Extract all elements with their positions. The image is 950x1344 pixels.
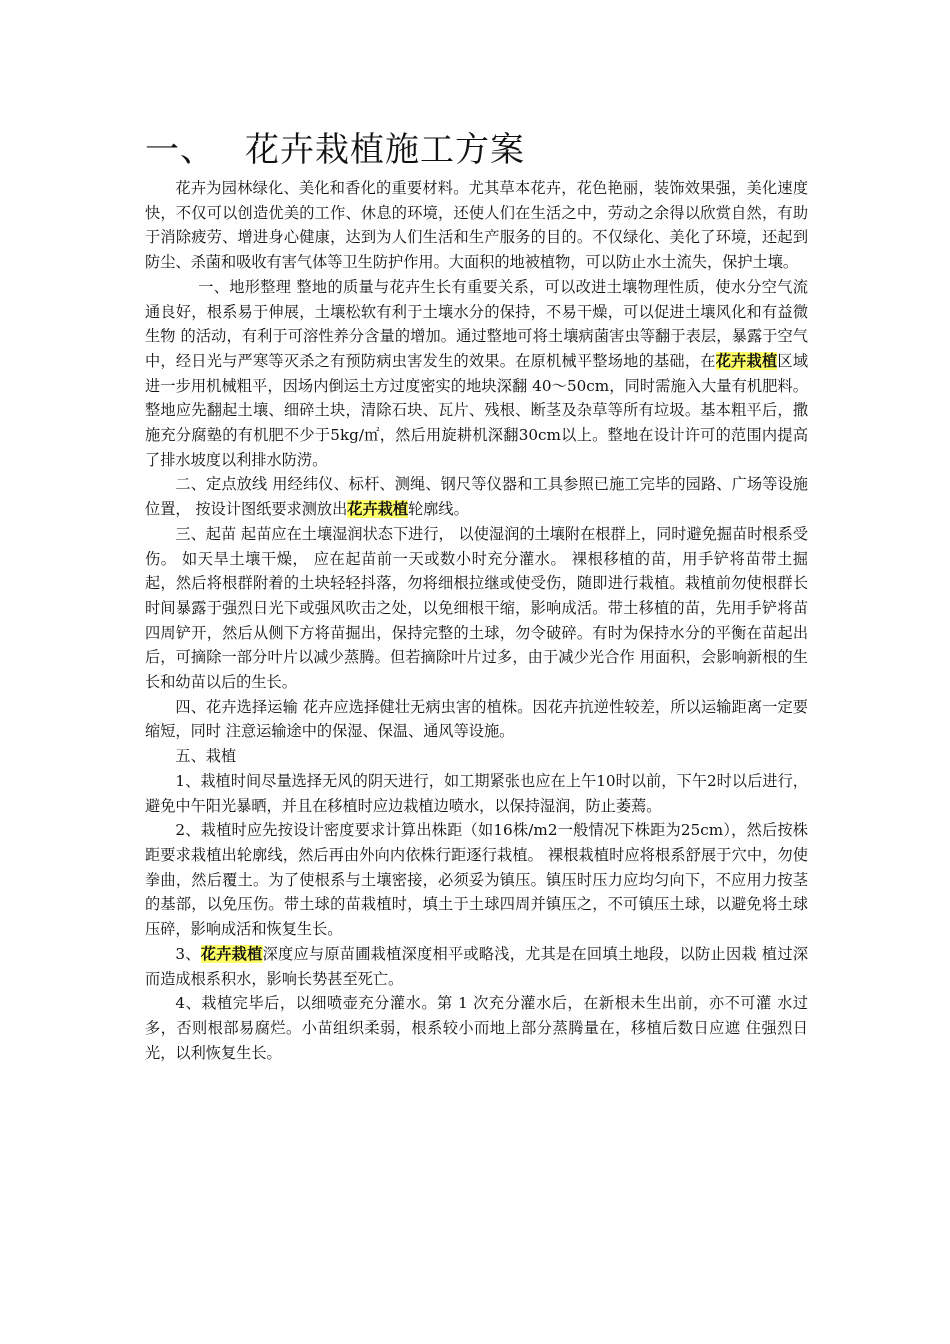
paragraph-layout	[145, 472, 808, 521]
document-page	[145, 128, 808, 1065]
section-heading-planting: 五、栽植	[175, 747, 237, 766]
terrain-text-a: 一、地形整理 整地的质量与花卉生长有重要关系，可以改进土壤物理性质，使水分空气流通良好，根系易于伸展，土壤松软有利于土壤水分的保持，不易干燥，可以促进土壤风化和有益微生物 的活动，有利于可溶性养分含量的增加。通过整地可将土壤病菌害虫等翻于表层，暴露于空气中，经日光与严寒等灭杀之有预防病虫害发生的效果。在原机械平整场地的基础，在	[145, 277, 808, 370]
paragraph-step-1: 1、栽植时间尽量选择无风的阴天进行，如工期紧张也应在上午10时以前，下午2时以后进行，避免中午阳光暴晒，并且在移植时应边栽植边喷水，以保持湿润，防止萎蔫。	[145, 771, 808, 815]
paragraph-intro: 花卉为园林绿化、美化和香化的重要材料。尤其草本花卉，花色艳丽，装饰效果强，美化速度快，不仅可以创造优美的工作、休息的环境，还使人们在生活之中，劳动之余得以欣赏自然，有助于消除疲劳、增进身心健康，达到为人们生活和生产服务的目的。不仅绿化、美化了环境，还起到防尘、杀菌和吸收有害气体等卫生防护作用。大面积的地被植物，可以防止水土流失，保护土壤。	[145, 179, 808, 272]
paragraph-step-4: 4、栽植完毕后，以细喷壶充分灌水。第 1 次充分灌水后，在新根未生出前，亦不可灌 水过多，否则根部易腐烂。小苗组织柔弱，根系较小而地上部分蒸腾量在，移植后数日应遮 住强烈日光，以利恢复生长。	[145, 994, 808, 1062]
layout-text-b: 轮廓线。	[408, 500, 469, 519]
paragraph-step-3	[145, 942, 808, 991]
title-number: 一、	[145, 130, 215, 170]
highlight-term: 花卉栽植	[347, 500, 409, 519]
step3-prefix: 3、	[175, 944, 201, 963]
highlight-term: 花卉栽植	[715, 351, 778, 370]
terrain-text-b: 区域进一步用机械粗平，因场内倒运土方过度密实的地块深翻 40～50cm，同时需施入大量有机肥料。整地应先翻起土壤、细碎土块，清除石块、瓦片、残根、断茎及杂草等所有垃圾。基本粗平后，撒施充分腐塾的有机肥不少于5kg/㎡，然后用旋耕机深翻30cm以上。整地在设计许可的范围内提高了排水坡度以利排水防涝。	[145, 351, 809, 469]
step3-text: 深度应与原苗圃栽植深度相平或略浅，尤其是在回填土地段，以防止因栽 植过深而造成根系积水，影响长势甚至死亡。	[145, 944, 809, 988]
page-title	[145, 128, 808, 172]
paragraph-step-2: 2、栽植时应先按设计密度要求计算出株距（如16株/m2一般情况下株距为25cm），然后按株距要求栽植出轮廓线，然后再由外向内依株行距逐行栽植。 裸根栽植时应将根系舒展于穴中，勿使拳曲，然后覆土。为了使根系与土壤密接，必须妥为镇压。镇压时压力应均匀向下，不应用力按茎的基部，以免压伤。带土球的苗栽植时，填土于土球四周并镇压之，不可镇压土球，以避免将土球压碎，影响成活和恢复生长。	[145, 821, 808, 939]
highlight-term: 花卉栽植	[200, 944, 263, 963]
paragraph-transport: 四、花卉选择运输 花卉应选择健壮无病虫害的植株。因花卉抗逆性较差，所以运输距离一定要缩短，同时 注意运输途中的保湿、保温、通风等设施。	[145, 697, 808, 741]
paragraph-lifting: 三、起苗 起苗应在土壤湿润状态下进行， 以使湿润的土壤附在根群上，同时避免掘苗时根系受伤。 如天旱土壤干燥， 应在起苗前一天或数小时充分灌水。 裸根移植的苗，用手铲将苗带土掘起，然后将根群附着的土块轻轻抖落，勿将细根拉继或使受伤，随即进行栽植。栽植前勿使根群长时间暴露于强烈日光下或强风吹击之处，以免细根干缩，影响成活。带土移植的苗，先用手铲将苗四周铲开，然后从侧下方将苗掘出，保持完整的土球，勿令破碎。有时为保持水分的平衡在苗起出后，可摘除一部分叶片以减少蒸腾。但若摘除叶片过多，由于减少光合作 用面积，会影响新根的生长和幼苗以后的生长。	[145, 524, 808, 692]
layout-text-a: 二、定点放线 用经纬仪、标杆、测绳、钢尺等仪器和工具参照已施工完毕的园路、广场等设施位置， 按设计图纸要求测放出	[145, 475, 808, 519]
paragraph-terrain	[145, 275, 808, 473]
title-text: 花卉栽植施工方案	[245, 130, 525, 170]
